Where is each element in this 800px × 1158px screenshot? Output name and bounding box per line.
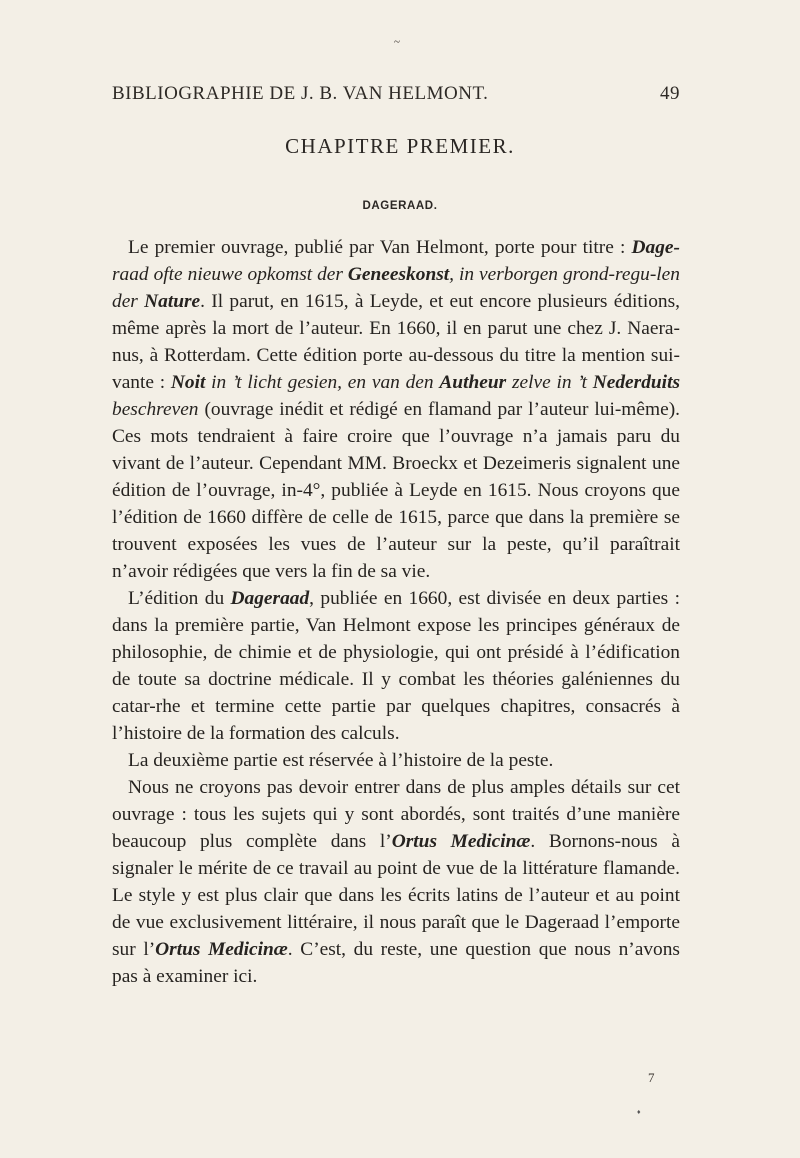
title-citation: Geneeskonst	[347, 264, 450, 285]
title-citation: Nature	[144, 291, 201, 312]
title-citation: raad ofte nieuwe opkomst der	[112, 264, 348, 285]
title-citation: Noit	[170, 372, 206, 393]
title-citation: Ortus Medicinæ	[155, 939, 288, 960]
printer-signature: 7	[648, 1070, 655, 1085]
text-run: Le premier ouvrage, publié par Van Helmont, porte pour titre :	[128, 237, 632, 258]
running-title: BIBLIOGRAPHIE DE J. B. VAN HELMONT.	[112, 83, 489, 104]
text-run: La deuxième partie est réservée à l’histoire de la peste.	[128, 750, 554, 771]
page-number: 49	[660, 83, 680, 104]
title-citation: Ortus Medicinæ	[391, 831, 531, 852]
text-run: Nous ne croyons pas devoir entrer dans de plus amples détails sur cet ouvrage : tous les sujets qui y sont abordés, sont traités d’une manière beaucoup plus complète dans l’	[112, 777, 680, 852]
page-mark: ♦	[637, 1108, 641, 1116]
paragraph	[112, 585, 680, 747]
title-citation: Autheur	[439, 372, 507, 393]
text-run: . Bornons-nous à signaler le mérite de ce travail au point de vue de la littérature flamande. Le style y est plus clair que dans les écrits latins de l’auteur et au point de vue exclusivement littéraire, il nous paraît que le Dageraad l’emporte sur l’	[112, 831, 681, 960]
text-run: , publiée en 1660, est divisée en deux parties : dans la première partie, Van Helmont expose les principes généraux de philosophie, de chimie et de physiologie, qui ont présidé à l’édification de toute sa doctrine médicale. Il y combat les théories galéniennes du catar-rhe et termine cette partie par quelques chapitres, consacrés à l’histoire de la formation des calculs.	[112, 588, 680, 744]
paragraph	[112, 234, 680, 585]
title-citation: beschreven	[112, 399, 199, 420]
head-ornament: ~	[394, 36, 400, 48]
text-run: . Il parut, en 1615, à Leyde, et eut encore plusieurs éditions, même après la mort de l’auteur. En 1660, il en parut une chez J. Naera-nus, à Rotterdam. Cette édition porte au-dessous du titre la mention sui-vante :	[112, 291, 680, 393]
text-run: (ouvrage inédit et rédigé en flamand par l’auteur lui-même). Ces mots tendraient à faire croire que l’ouvrage n’a jamais paru du vivant de l’auteur. Cependant MM. Broeckx et Dezeimeris signalent une édition de l’ouvrage, in-4°, publiée à Leyde en 1615. Nous croyons que l’édition de 1660 diffère de celle de 1615, parce que dans la première se trouvent exposées les vues de l’auteur sur la peste, qu’il paraîtrait n’avoir rédigées que vers la fin de sa vie.	[112, 399, 680, 582]
title-citation: Nederduits	[592, 372, 681, 393]
title-citation: Dageraad	[230, 588, 310, 609]
title-citation: in ’t licht gesien, en van den	[205, 372, 440, 393]
text-run: . C’est, du reste, une question que nous n’avons pas à examiner ici.	[112, 939, 680, 987]
paragraph	[112, 774, 680, 990]
paragraph	[112, 747, 680, 774]
text-run: L’édition du	[128, 588, 231, 609]
title-citation: zelve in ’t	[506, 372, 593, 393]
chapter-title: CHAPITRE PREMIER.	[285, 134, 515, 158]
title-citation: Dage-	[631, 237, 680, 258]
section-title: DAGERAAD.	[362, 200, 438, 212]
title-citation: , in verborgen grond-regu-len der	[112, 264, 680, 312]
body-text	[112, 234, 680, 990]
